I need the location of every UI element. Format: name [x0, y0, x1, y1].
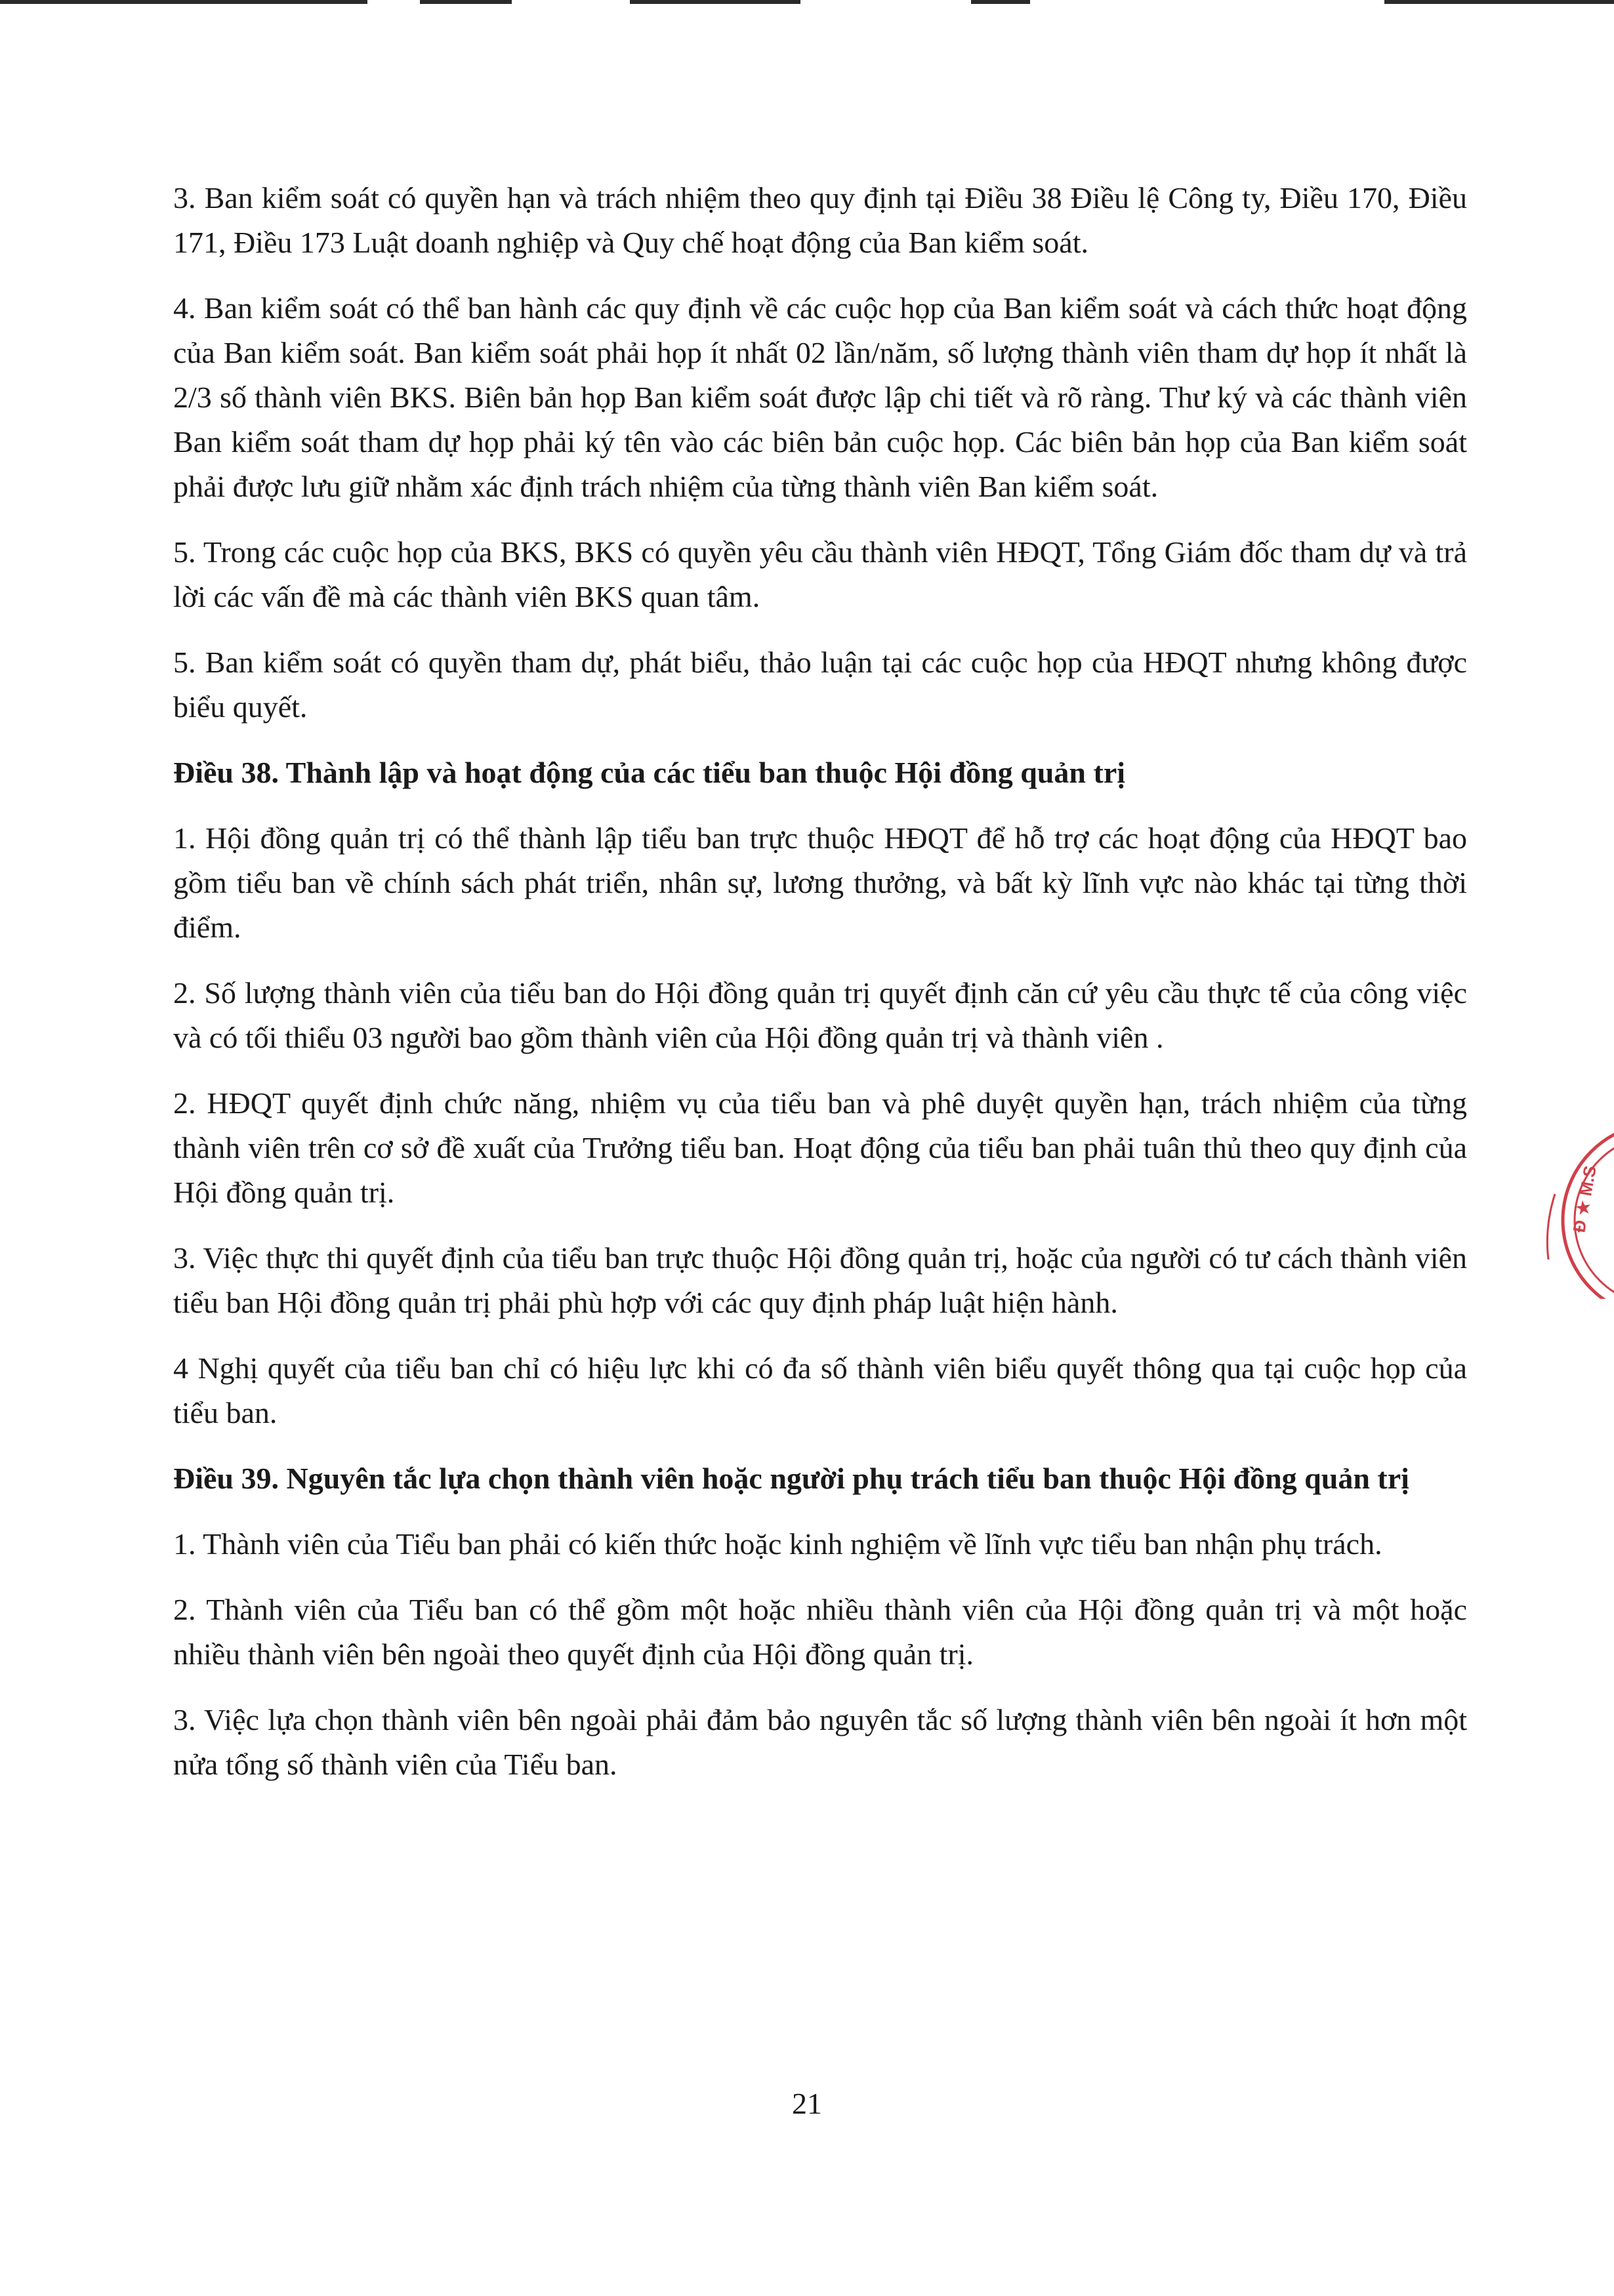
- paragraph: 2. Thành viên của Tiểu ban có thể gồm một hoặc nhiều thành viên của Hội đồng quản trị và một hoặc nhiều thành viên bên ngoài theo quyết định của Hội đồng quản trị.: [173, 1593, 1467, 1671]
- section-heading: Điều 38. Thành lập và hoạt động của các tiểu ban thuộc Hội đồng quản trị: [173, 756, 1126, 789]
- document-body: [173, 176, 1467, 1808]
- paragraph: 1. Thành viên của Tiểu ban phải có kiến thức hoặc kinh nghiệm về lĩnh vực tiểu ban nhận phụ trách.: [173, 1527, 1382, 1561]
- paragraph: 3. Việc lựa chọn thành viên bên ngoài phải đảm bảo nguyên tắc số lượng thành viên bên ngoài ít hơn một nửa tổng số thành viên của Tiểu ban.: [173, 1703, 1467, 1781]
- paragraph: 5. Trong các cuộc họp của BKS, BKS có quyền yêu cầu thành viên HĐQT, Tổng Giám đốc tham dự và trả lời các vấn đề mà các thành viên BKS quan tâm.: [173, 535, 1467, 613]
- paragraph: 1. Hội đồng quản trị có thể thành lập tiểu ban trực thuộc HĐQT để hỗ trợ các hoạt động của HĐQT bao gồm tiểu ban về chính sách phát triển, nhân sự, lương thưởng, và bất kỳ lĩnh vực nào khác tại từng thời điểm.: [173, 821, 1467, 944]
- paragraph: 4. Ban kiểm soát có thể ban hành các quy định về các cuộc họp của Ban kiểm soát và cách thức hoạt động của Ban kiểm soát. Ban kiểm soát phải họp ít nhất 02 lần/năm, số lượng thành viên tham dự họp ít nhất là 2/3 số thành viên BKS. Biên bản họp Ban kiểm soát được lập chi tiết và rõ ràng. Thư ký và các thành viên Ban kiểm soát tham dự họp phải ký tên vào các biên bản cuộc họp. Các biên bản họp của Ban kiểm soát phải được lưu giữ nhằm xác định trách nhiệm của từng thành viên Ban kiểm soát.: [173, 291, 1467, 503]
- paragraph: 3. Việc thực thi quyết định của tiểu ban trực thuộc Hội đồng quản trị, hoặc của người có tư cách thành viên tiểu ban Hội đồng quản trị phải phù hợp với các quy định pháp luật hiện hành.: [173, 1241, 1467, 1319]
- paragraph: 3. Ban kiểm soát có quyền hạn và trách nhiệm theo quy định tại Điều 38 Điều lệ Công ty, Điều 170, Điều 171, Điều 173 Luật doanh nghiệp và Quy chế hoạt động của Ban kiểm soát.: [173, 181, 1467, 259]
- paragraph: 2. HĐQT quyết định chức năng, nhiệm vụ của tiểu ban và phê duyệt quyền hạn, trách nhiệm của từng thành viên trên cơ sở đề xuất của Trưởng tiểu ban. Hoạt động của tiểu ban phải tuân thủ theo quy định của Hội đồng quản trị.: [173, 1086, 1467, 1209]
- page-number: 21: [792, 2087, 822, 2120]
- svg-text:Đ ★ M.S: Đ ★ M.S: [1569, 1164, 1600, 1235]
- section-heading: Điều 39. Nguyên tắc lựa chọn thành viên hoặc người phụ trách tiểu ban thuộc Hội đồng quản trị: [173, 1462, 1409, 1495]
- company-seal-icon: [1535, 1102, 1614, 1299]
- paragraph: 5. Ban kiểm soát có quyền tham dự, phát biểu, thảo luận tại các cuộc họp của HĐQT nhưng không được biểu quyết.: [173, 646, 1467, 724]
- scan-top-edge: [0, 0, 1614, 4]
- paragraph: 4 Nghị quyết của tiểu ban chỉ có hiệu lực khi có đa số thành viên biểu quyết thông qua tại cuộc họp của tiểu ban.: [173, 1351, 1467, 1429]
- paragraph: 2. Số lượng thành viên của tiểu ban do Hội đồng quản trị quyết định căn cứ yêu cầu thực tế của công việc và có tối thiểu 03 người bao gồm thành viên của Hội đồng quản trị và thành viên .: [173, 976, 1467, 1054]
